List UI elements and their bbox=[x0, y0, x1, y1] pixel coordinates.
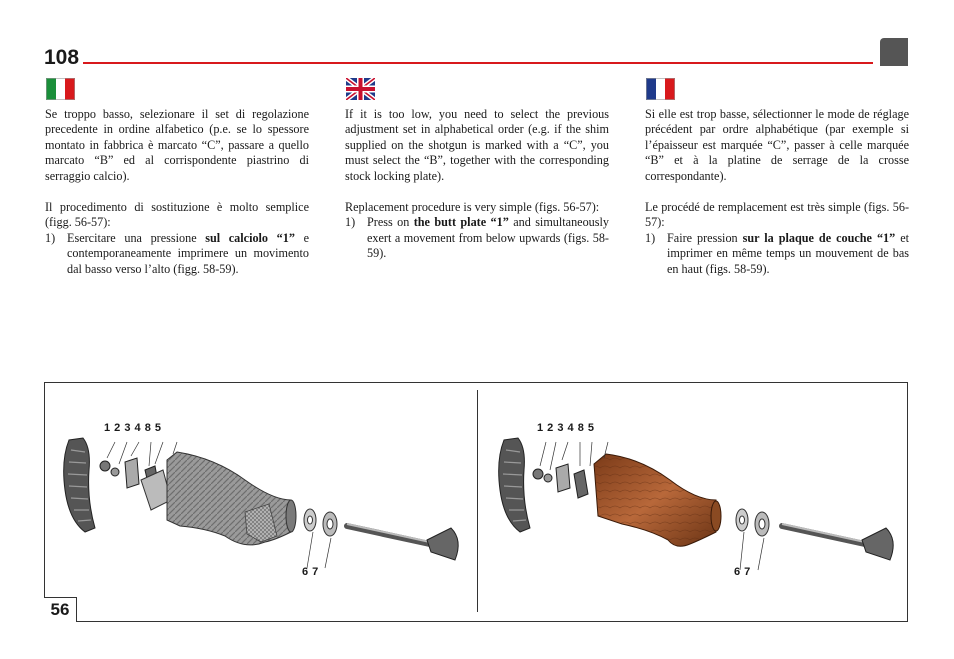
instruction-text: e contemporaneamente imprimere un movimento dal basso verso l’alto (figg. 58-59). bbox=[67, 230, 309, 276]
instruction-text: et imprimer en même temps un mouvement de bas en haut (figs. 58-59). bbox=[667, 230, 910, 276]
french-instruction bbox=[667, 231, 909, 277]
list-number: 1) bbox=[645, 230, 656, 245]
instruction-text: Press on bbox=[367, 215, 414, 230]
french-flag-icon bbox=[646, 78, 675, 100]
english-list-item bbox=[345, 215, 609, 261]
section-tab bbox=[880, 38, 908, 66]
header-rule bbox=[83, 62, 873, 64]
list-number: 1) bbox=[45, 230, 56, 245]
french-paragraph-1: Si elle est trop basse, sélectionner le mode de réglage précédent par ordre alphabétique (par exemple si l’épaisseur est marquée “C”, passer à celle marquée “B” et à la platine de serrage de la crosse correspondante). bbox=[645, 107, 909, 183]
italian-flag-icon bbox=[46, 78, 75, 100]
part-callouts-top-left: 1 2 3 4 8 5 bbox=[104, 422, 162, 434]
french-text-column bbox=[645, 107, 909, 277]
instruction-text: Faire pression bbox=[667, 230, 743, 245]
english-paragraph-1: If it is too low, you need to select the previous adjustment set in alphabetical order (e.g. if the shim supplied on the shotgun is marked with a “C”, you must select the “B”, together with the corresponding stock locking plate). bbox=[345, 107, 609, 183]
english-text-column bbox=[345, 107, 609, 262]
instruction-text: Esercitare una pressione bbox=[67, 230, 206, 245]
english-instruction bbox=[367, 215, 609, 261]
part-callouts-bottom-left: 6 7 bbox=[302, 566, 319, 578]
page-number: 108 bbox=[44, 46, 80, 69]
italian-paragraph-2: Il procedimento di sostituzione è molto semplice (figg. 56-57): bbox=[45, 200, 309, 230]
english-paragraph-2: Replacement procedure is very simple (figs. 56-57): bbox=[345, 200, 600, 215]
figure-number: 56 bbox=[44, 597, 77, 622]
part-callouts-top-right: 1 2 3 4 8 5 bbox=[537, 422, 595, 434]
part-callouts-bottom-right: 6 7 bbox=[734, 566, 751, 578]
uk-flag-icon bbox=[346, 78, 375, 100]
instruction-bold: the butt plate “1” bbox=[413, 215, 509, 230]
italian-list-item bbox=[45, 231, 309, 277]
list-number: 1) bbox=[345, 215, 356, 230]
figure-divider bbox=[477, 390, 478, 612]
italian-paragraph-1: Se troppo basso, selezionare il set di regolazione precedente in ordine alfabetico (p.e. se lo spessore montato in fabbrica è marcato “C”, passare a quello marcato “B” ed al corrispondente piastrino di serraggio calcio). bbox=[45, 107, 309, 183]
instruction-text: and simultaneously exert a movement from below upwards (figs. 58-59). bbox=[367, 215, 609, 261]
instruction-bold: sul calciolo “1” bbox=[205, 230, 295, 245]
instruction-bold: sur la plaque de couche “1” bbox=[742, 230, 896, 245]
italian-instruction bbox=[67, 231, 309, 277]
french-paragraph-2: Le procédé de remplacement est très simple (figs. 56-57): bbox=[645, 200, 909, 230]
french-list-item bbox=[645, 231, 909, 277]
italian-text-column bbox=[45, 107, 309, 277]
